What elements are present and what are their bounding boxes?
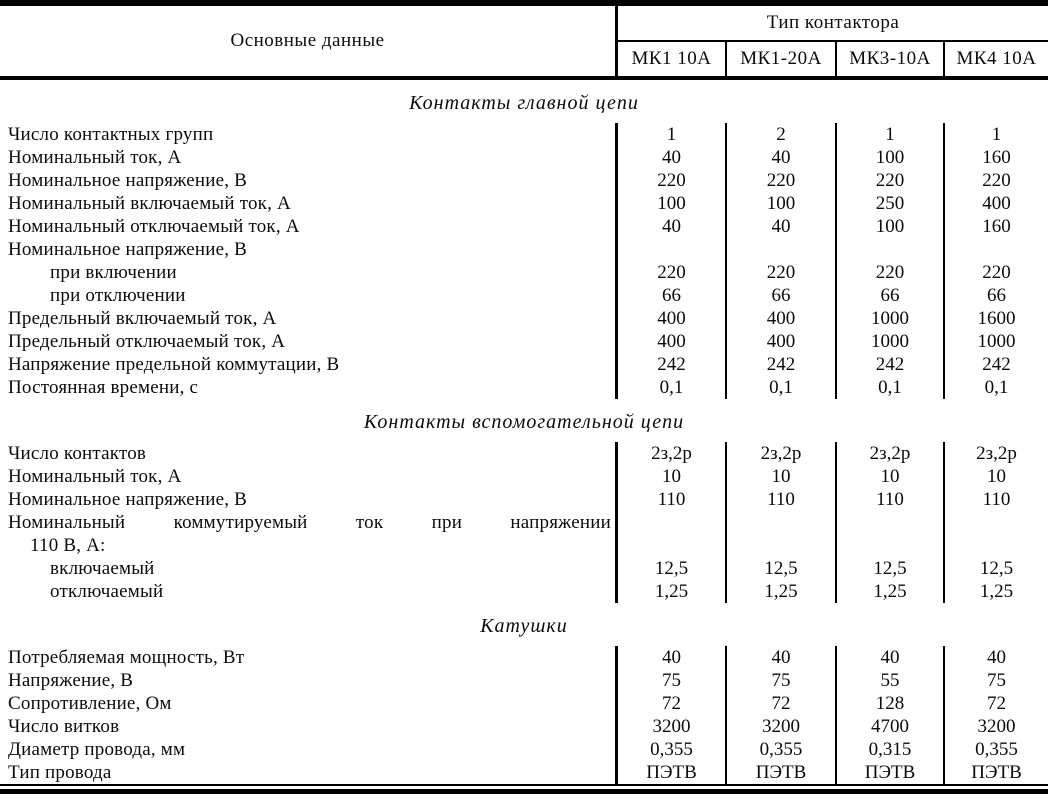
cell-value: 40 <box>943 646 1048 669</box>
row-label: Число витков <box>8 716 120 737</box>
cell-value <box>725 511 835 534</box>
row-label: Напряжение предельной коммутации, В <box>8 354 340 375</box>
table-bottom-border <box>0 784 1048 794</box>
cell-value: 12,5 <box>615 557 725 580</box>
cell-value: 0,1 <box>615 376 725 399</box>
table-row <box>0 646 1048 669</box>
column-header: МК1-20А <box>725 42 835 76</box>
cell-value <box>615 238 725 261</box>
cell-value: 100 <box>615 192 725 215</box>
cell-value: 220 <box>615 169 725 192</box>
table-row <box>0 738 1048 761</box>
cell-value: ПЭТВ <box>615 761 725 784</box>
cell-value: 220 <box>615 261 725 284</box>
cell-value: 220 <box>835 169 943 192</box>
cell-value: 128 <box>835 692 943 715</box>
cell-value: 66 <box>725 284 835 307</box>
cell-value <box>725 238 835 261</box>
cell-value: 72 <box>615 692 725 715</box>
cell-value: 220 <box>725 169 835 192</box>
row-label: Номинальный отключаемый ток, А <box>8 216 300 237</box>
cell-value <box>943 534 1048 557</box>
cell-value: 160 <box>943 215 1048 238</box>
cell-value: 2 <box>725 123 835 146</box>
section-title: Контакты главной цепи <box>409 92 639 114</box>
cell-value: 1600 <box>943 307 1048 330</box>
cell-value: 12,5 <box>943 557 1048 580</box>
cell-value <box>615 534 725 557</box>
cell-value: 40 <box>615 646 725 669</box>
row-label: Предельный включаемый ток, А <box>8 308 277 329</box>
row-label: при отключении <box>50 285 186 306</box>
cell-value: 2з,2р <box>615 442 725 465</box>
cell-value: 1,25 <box>835 580 943 603</box>
section-rows <box>0 123 1048 399</box>
cell-value: 1000 <box>835 330 943 353</box>
cell-value <box>835 238 943 261</box>
table-section <box>0 603 1048 784</box>
row-label: Номинальный включаемый ток, А <box>8 193 291 214</box>
cell-value: 400 <box>615 307 725 330</box>
table-row <box>0 353 1048 376</box>
cell-value: 110 <box>725 488 835 511</box>
cell-value: 75 <box>615 669 725 692</box>
cell-value <box>725 534 835 557</box>
table-row <box>0 238 1048 261</box>
cell-value: 242 <box>943 353 1048 376</box>
cell-value: 1000 <box>943 330 1048 353</box>
table-row <box>0 715 1048 738</box>
cell-value: 2з,2р <box>943 442 1048 465</box>
cell-value: 400 <box>943 192 1048 215</box>
table-section <box>0 80 1048 399</box>
cell-value: 110 <box>943 488 1048 511</box>
section-title-row <box>0 399 1048 442</box>
cell-value: 2з,2р <box>725 442 835 465</box>
table-row <box>0 488 1048 511</box>
cell-value: 40 <box>615 146 725 169</box>
header-type-group <box>615 6 1048 76</box>
cell-value: 242 <box>615 353 725 376</box>
row-label: Тип провода <box>8 762 112 783</box>
cell-value: 1,25 <box>615 580 725 603</box>
section-title-row <box>0 603 1048 646</box>
cell-value <box>835 534 943 557</box>
cell-value: 72 <box>725 692 835 715</box>
row-label: Сопротивление, Ом <box>8 693 172 714</box>
row-label: Номинальное напряжение, В <box>8 489 248 510</box>
column-header: МК1 10А <box>631 48 712 69</box>
cell-value: 1 <box>943 123 1048 146</box>
section-title: Контакты вспомогательной цепи <box>363 411 685 433</box>
row-label: Номинальный ток, А <box>8 147 182 168</box>
table-body <box>0 80 1048 784</box>
cell-value: 1 <box>835 123 943 146</box>
row-label: Номинальный коммутируемый ток при напряжении <box>8 512 611 533</box>
cell-value <box>835 511 943 534</box>
section-rows <box>0 442 1048 603</box>
cell-value: 40 <box>835 646 943 669</box>
table-row <box>0 261 1048 284</box>
cell-value: 10 <box>943 465 1048 488</box>
section-rows <box>0 646 1048 784</box>
cell-value <box>943 238 1048 261</box>
section-title: Катушки <box>480 615 568 637</box>
table-section <box>0 399 1048 603</box>
cell-value: 55 <box>835 669 943 692</box>
cell-value: ПЭТВ <box>725 761 835 784</box>
cell-value: 12,5 <box>835 557 943 580</box>
cell-value: 3200 <box>943 715 1048 738</box>
cell-value: 220 <box>943 261 1048 284</box>
table-row <box>0 284 1048 307</box>
table-row <box>0 330 1048 353</box>
cell-value: 0,1 <box>943 376 1048 399</box>
cell-value: 75 <box>725 669 835 692</box>
cell-value: 242 <box>725 353 835 376</box>
table-row <box>0 146 1048 169</box>
cell-value: 66 <box>615 284 725 307</box>
cell-value: 250 <box>835 192 943 215</box>
row-label: Число контактов <box>8 443 147 464</box>
table-row <box>0 192 1048 215</box>
cell-value: 40 <box>725 215 835 238</box>
cell-value: 220 <box>835 261 943 284</box>
cell-value: 10 <box>615 465 725 488</box>
cell-value: 242 <box>835 353 943 376</box>
row-label: отключаемый <box>50 581 164 602</box>
cell-value: 110 <box>835 488 943 511</box>
cell-value: 66 <box>943 284 1048 307</box>
cell-value: 66 <box>835 284 943 307</box>
cell-value: 220 <box>725 261 835 284</box>
row-label: Диаметр провода, мм <box>8 739 186 760</box>
row-label: Номинальный ток, А <box>8 466 182 487</box>
table-row <box>0 465 1048 488</box>
cell-value: 100 <box>835 146 943 169</box>
table-row <box>0 307 1048 330</box>
cell-value: 0,355 <box>943 738 1048 761</box>
column-header: МК3-10А <box>835 42 943 76</box>
cell-value: 75 <box>943 669 1048 692</box>
cell-value: 12,5 <box>725 557 835 580</box>
cell-value: 40 <box>725 646 835 669</box>
cell-value: 3200 <box>615 715 725 738</box>
table-row <box>0 580 1048 603</box>
row-label: Число контактных групп <box>8 124 214 145</box>
cell-value: 40 <box>615 215 725 238</box>
cell-value: 0,355 <box>725 738 835 761</box>
cell-value: 0,1 <box>725 376 835 399</box>
cell-value: 0,1 <box>835 376 943 399</box>
cell-value: 100 <box>725 192 835 215</box>
cell-value <box>943 511 1048 534</box>
cell-value: 220 <box>943 169 1048 192</box>
cell-value: 2з,2р <box>835 442 943 465</box>
table-row <box>0 534 1048 557</box>
table-row <box>0 692 1048 715</box>
table-row <box>0 557 1048 580</box>
row-label: Потребляемая мощность, Вт <box>8 647 245 668</box>
cell-value: 400 <box>725 330 835 353</box>
cell-value: 0,315 <box>835 738 943 761</box>
cell-value: 110 <box>615 488 725 511</box>
cell-value: ПЭТВ <box>943 761 1048 784</box>
table-row <box>0 123 1048 146</box>
header-main-column-label: Основные данные <box>230 30 385 51</box>
table-row <box>0 169 1048 192</box>
row-label: Предельный отключаемый ток, А <box>8 331 286 352</box>
cell-value: 400 <box>725 307 835 330</box>
table-header <box>0 6 1048 76</box>
row-label: Напряжение, В <box>8 670 134 691</box>
cell-value: 3200 <box>725 715 835 738</box>
row-label: Номинальное напряжение, В <box>8 239 248 260</box>
cell-value: 72 <box>943 692 1048 715</box>
table-row <box>0 761 1048 784</box>
cell-value: 40 <box>725 146 835 169</box>
cell-value: 1000 <box>835 307 943 330</box>
cell-value <box>615 511 725 534</box>
cell-value: 1,25 <box>725 580 835 603</box>
row-label: Постоянная времени, с <box>8 377 199 398</box>
cell-value: 160 <box>943 146 1048 169</box>
table-row <box>0 511 1048 534</box>
cell-value: 10 <box>725 465 835 488</box>
cell-value: 1 <box>615 123 725 146</box>
cell-value: 400 <box>615 330 725 353</box>
table-row <box>0 376 1048 399</box>
cell-value: 0,355 <box>615 738 725 761</box>
cell-value: 4700 <box>835 715 943 738</box>
row-label: Номинальное напряжение, В <box>8 170 248 191</box>
header-column-row <box>618 42 1048 76</box>
row-label: при включении <box>50 262 177 283</box>
cell-value: 10 <box>835 465 943 488</box>
table-row <box>0 442 1048 465</box>
header-group-label: Тип контактора <box>618 6 1048 42</box>
table-row <box>0 669 1048 692</box>
row-label: включаемый <box>50 558 155 579</box>
section-title-row <box>0 80 1048 123</box>
cell-value: 1,25 <box>943 580 1048 603</box>
table-row <box>0 215 1048 238</box>
row-label: 110 В, А: <box>30 535 106 556</box>
cell-value: ПЭТВ <box>835 761 943 784</box>
cell-value: 100 <box>835 215 943 238</box>
column-header: МК4 10А <box>943 42 1048 76</box>
